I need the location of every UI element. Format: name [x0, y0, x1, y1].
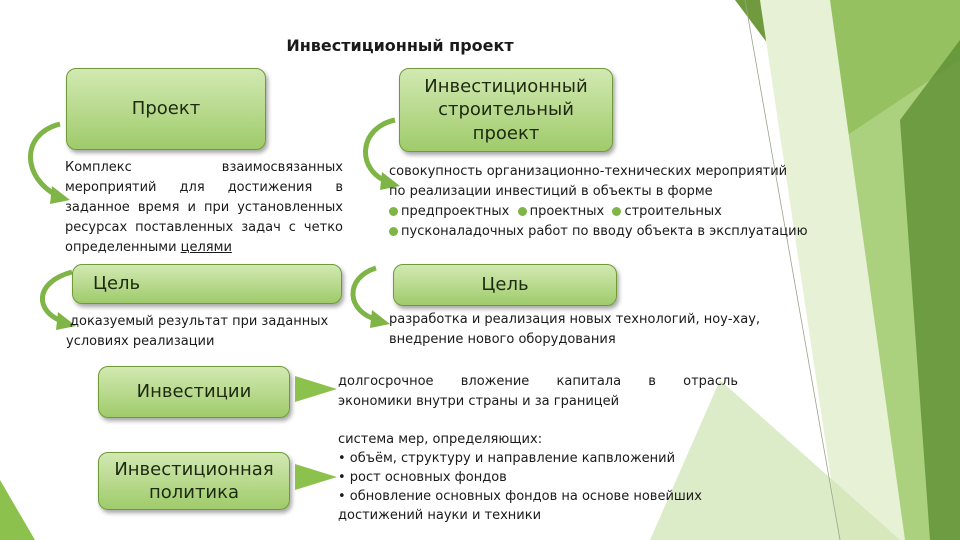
- investments-box: [98, 366, 290, 418]
- bullet-row: [389, 222, 829, 242]
- construction-description: [389, 162, 829, 242]
- goal-line: доказуемый результат при заданных: [70, 314, 329, 329]
- investments-text: [338, 372, 738, 412]
- bullet-row: [389, 202, 829, 222]
- bullet-item: проектных: [529, 204, 605, 219]
- bullet-item: предпроектных: [401, 204, 510, 219]
- desc-line: по реализации инвестиций в объекты в форме: [389, 184, 713, 199]
- investments-line: долгосрочное вложение капитала в отрасль: [338, 374, 738, 389]
- policy-text: [338, 430, 758, 525]
- construction-project-box: [399, 68, 613, 152]
- arrow-right-icon: [295, 376, 337, 402]
- policy-line: • обновление основных фондов на основе новейших: [338, 489, 702, 504]
- goal-line: внедрение нового оборудования: [389, 332, 616, 347]
- desc-word: взаимосвязанных: [221, 160, 343, 175]
- policy-box-line: политика: [148, 482, 240, 503]
- policy-line: достижений науки и техники: [338, 508, 542, 523]
- desc-line: совокупность организационно-технических мероприятий: [389, 164, 788, 179]
- desc-line: заданное время и при установленных: [65, 200, 343, 215]
- policy-box-line: Инвестиционная: [114, 458, 274, 480]
- bullet-dot-icon: [518, 207, 527, 216]
- bullet-dot-icon: [389, 207, 398, 216]
- curved-arrow-head-icon: [370, 310, 390, 328]
- policy-box: [98, 452, 290, 510]
- goal-box-right-label: Цель: [481, 274, 529, 296]
- goal-box-right: [393, 264, 617, 306]
- curved-arrow-icon: [31, 124, 61, 196]
- goal-line: разработка и реализация новых технологий, ноу-хау,: [389, 312, 761, 327]
- goal-box-left: [72, 264, 342, 304]
- project-box: [66, 68, 266, 150]
- investments-line: экономики внутри страны и за границей: [338, 394, 620, 409]
- policy-line: • объём, структуру и направление капвложений: [338, 451, 676, 466]
- policy-line: • рост основных фондов: [338, 470, 507, 485]
- bullet-item: пусконаладочных работ по вводу объекта в эксплуатацию: [401, 224, 808, 239]
- bullet-item: строительных: [624, 204, 722, 219]
- desc-line: [65, 238, 343, 258]
- goal-text-right: [389, 310, 809, 350]
- bullet-dot-icon: [389, 227, 398, 236]
- investments-box-label: Инвестиции: [136, 381, 252, 403]
- page-title: Инвестиционный проект: [286, 36, 514, 55]
- policy-line: система мер, определяющих:: [338, 432, 543, 447]
- construction-box-line: Инвестиционный: [424, 76, 588, 98]
- goal-line: условиях реализации: [66, 334, 215, 349]
- decor-bottom-left: [0, 480, 35, 540]
- desc-word: определенными: [65, 240, 177, 255]
- project-box-label: Проект: [131, 98, 201, 120]
- construction-box-line: строительный: [438, 99, 574, 121]
- bullet-dot-icon: [612, 207, 621, 216]
- project-description: [65, 158, 343, 258]
- arrow-right-icon: [295, 464, 337, 490]
- desc-word: Комплекс: [65, 160, 132, 175]
- goal-text-left: [66, 312, 356, 352]
- desc-line: ресурсах поставленных задач с четко: [65, 220, 343, 235]
- construction-box-line: проект: [472, 122, 540, 144]
- goals-link: целями: [180, 240, 232, 255]
- goal-box-left-label: Цель: [93, 273, 141, 295]
- desc-line: мероприятий для достижения в: [65, 180, 343, 195]
